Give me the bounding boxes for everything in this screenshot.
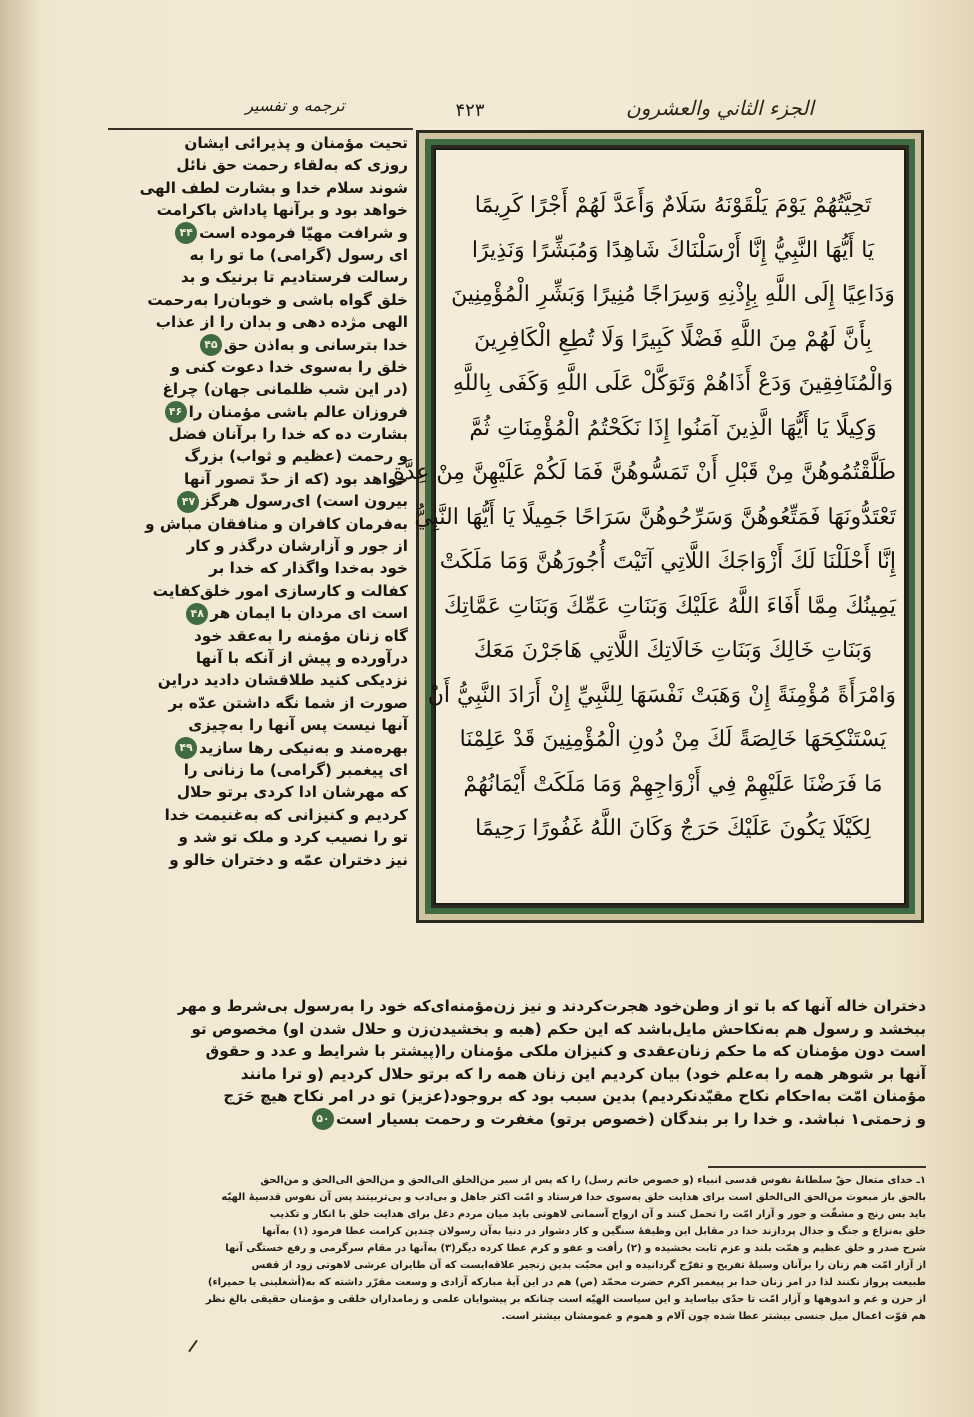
footnote-line: طبیعت پرواز نکنند لذا در امر زنان خدا بر پیغمبر اکرم حضرت محمّد (ص) هم در این آیهٔ مبارکه آزادی و وسعت مقرّر داشته که به(أشغلینی یا حمیراء) (207, 1277, 926, 1288)
quran-line: يَمِينُكَ مِمَّا أَفَاءَ اللَّهُ عَلَيْكَ وَبَنَاتِ عَمِّكَ وَبَنَاتِ عَمَّاتِكَ (443, 593, 896, 619)
quran-text-panel (393, 148, 906, 905)
ayah-number-mark: ۴۷ (177, 491, 199, 513)
quran-line: وَالْمُنَافِقِينَ وَدَعْ أَذَاهُمْ وَتَوَكَّلْ عَلَى اللَّهِ وَكَفَى بِاللَّهِ (452, 371, 894, 396)
pen-mark (188, 1340, 198, 1353)
translation-line: خواهد بود و برآنها پاداش باکرامت (156, 201, 408, 220)
quran-line: طَلَّقْتُمُوهُنَّ مِنْ قَبْلِ أَنْ تَمَسُّوهُنَّ فَمَا لَكُمْ عَلَيْهِنَّ مِنْ عِدَّةٍ (393, 460, 896, 485)
footnote-line: ۱ـ خدای متعال حقّ سلطانهُ نفوس قدسی انبیاء (و خصوص خاتم رسل) را که پس از سیر من‌الخلق الی‌الحق و من‌الحق الی‌الحق و من‌الحق (260, 1175, 926, 1186)
quran-line: وَامْرَأَةً مُؤْمِنَةً إِنْ وَهَبَتْ نَفْسَهَا لِلنَّبِيِّ إِنْ أَرَادَ النَّبِيُّ أَنْ (427, 682, 896, 708)
quran-line: تَعْتَدُّونَهَا فَمَتِّعُوهُنَّ وَسَرِّحُوهُنَّ سَرَاحًا جَمِيلًا يَا أَيُّهَا النَّبِيُّ (414, 504, 896, 530)
translation-line: نیز دختران عمّه و دختران خالو و (169, 850, 408, 869)
translation-line: بیرون است) ای‌رسول هرگز۴۷ (108, 490, 408, 512)
translation-line: بهره‌مند و به‌نیکی رها سازید۴۹ (108, 737, 408, 759)
quran-frame-border (393, 139, 915, 914)
ayah-number-mark: ۴۹ (175, 737, 197, 759)
quran-text (393, 184, 896, 852)
tafsir-header: ترجمه و تفسیر (245, 96, 345, 115)
page-number: ۴۲۳ (455, 100, 485, 121)
footnote-line: بالحق باز مبعوث من‌الحق الی‌الخلق است برای هدایت خلق به‌سوی خدا فرستاد و امّت اکثر جاهل و بی‌ادب و بی‌تربیتند پس آن نفوس قدسیهٔ الهیّه (221, 1192, 926, 1203)
translation-line: از جور و آزارشان درگذر و کار (186, 537, 408, 556)
translation-line: گاه زنان مؤمنه را به‌عقد خود (194, 626, 408, 645)
translation-line: ای پیغمبر (گرامی) ما زنانی را (183, 760, 408, 779)
translation-line: صورت از شما نگه داشتن عدّه بر (168, 693, 408, 712)
ayah-number-mark: ۴۵ (200, 334, 222, 356)
quran-line: وَبَنَاتِ خَالِكَ وَبَنَاتِ خَالَاتِكَ اللَّاتِي هَاجَرْنَ مَعَكَ (473, 638, 873, 663)
translation-line: تو را نصیب کرد و ملک تو شد و (178, 828, 408, 847)
translation-line: آنها بر شوهر همه را به‌علم خود) بیان کردیم این زنان همه را که برتو حلال کردیم (و ترا مانند (240, 1064, 926, 1083)
translation-line: (در این شب ظلمانی جهان) چراغ (162, 380, 408, 399)
translation-line: درآورده و پیش از آنکه با آنها (195, 648, 408, 667)
ayah-number-mark: ۵۰ (312, 1108, 334, 1130)
footnote-line: خلق به‌نزاع و جنگ و جدال پردازند خدا در مقابل این وظیفهٔ سنگین و کار دشوار در دنیا به‌آن رسولان چندین کرامت عطا فرمود (۱) به‌آنها (262, 1226, 926, 1237)
footnote-line: باید بس رنج و مشقّت و جور و آزار امّت را تحمل کنند و آن ارواح آسمانی لاهوتی باید میان مردم دغل برای هدایت خلق با انکار و تکذیب (269, 1209, 926, 1220)
ayah-number-mark: ۴۴ (175, 222, 197, 244)
quran-line: لِكَيْلَا يَكُونَ عَلَيْكَ حَرَجٌ وَكَانَ اللَّهُ غَفُورًا رَحِيمًا (475, 816, 871, 841)
translation-line: و شرافت مهیّا فرموده است۴۴ (108, 222, 408, 244)
translation-line: فروزان عالم باشی مؤمنان را۴۶ (108, 401, 408, 423)
footnote-line: از حزن و غم و اندوهها و آزار امّت تا حدّی بیاساید و این سیاست الهیّه است چنانکه بر پیشوایان علمی و زمامداران خلقی و مؤمنان حقیقی بالغ نظر (205, 1294, 926, 1305)
quran-frame (393, 130, 924, 923)
ayah-number-mark: ۴۸ (186, 603, 208, 625)
footnote-line: شرح صدر و خلق عظیم و همّت بلند و عزم ثابت بخشیده و (۲) رأفت و عفو و کرم عطا کرده دیگر(۳) به‌آنها در مقام سرگرمی و رفع خستگی آنها (225, 1243, 926, 1254)
footnote (108, 1172, 926, 1325)
translation-line: خود به‌خدا واگذار که خدا بر (209, 559, 408, 578)
translation-line: است دون مؤمنان که ما حکم زنان‌عقدی و کنیزان ملکی مؤمنان را(پیشتر با شرایط و عدد و حقوق (205, 1042, 926, 1061)
translation-line: آنها نیست پس آنها را به‌چیزی (188, 716, 408, 735)
translation-continuation (108, 995, 926, 1131)
translation-line: دختران خاله آنها که با تو از وطن‌خود هجرت‌کردند و نیز زن‌مؤمنه‌ای‌که خود را به‌رسول بی‌شرط و مهر (177, 997, 926, 1015)
quran-line: يَا أَيُّهَا النَّبِيُّ إِنَّا أَرْسَلْنَاكَ شَاهِدًا وَمُبَشِّرًا وَنَذِيرًا (471, 237, 875, 263)
quran-line: بِأَنَّ لَهُمْ مِنَ اللَّهِ فَضْلًا كَبِيرًا وَلَا تُطِعِ الْكَافِرِينَ (474, 326, 872, 352)
translation-line: و زحمتی۱ نباشد. و خدا را بر بندگان (خصوص برتو) مغفرت و رحمت بسیار است۵۰ (108, 1108, 926, 1131)
translation-line: که مهرشان ادا کردی برتو حلال (176, 783, 408, 802)
translation-line: ببخشد و رسول هم به‌نکاحش مایل‌باشد که این حکم (هبه و بخشیدن‌زن و حلال شدن او) مخصوص تو (191, 1019, 926, 1038)
quran-line: وَدَاعِيًا إِلَى اللَّهِ بِإِذْنِهِ وَسِرَاجًا مُنِيرًا وَبَشِّرِ الْمُؤْمِنِينَ (451, 282, 895, 307)
translation-line: الهی مژده دهی و بدان را از عذاب (155, 313, 408, 332)
translation-line: تحیت مؤمنان و پذیرائی ایشان (184, 134, 408, 152)
translation-line: کفالت و کارسازی امور خلق‌کفایت (152, 581, 408, 600)
ayah-number-mark: ۴۶ (165, 401, 187, 423)
footnote-line: هم قوّت اعمال میل جنسی بیشتر عطا شده چون آلام و هموم و غمومشان بیشتر است. (501, 1311, 926, 1322)
translation-line: نزدیکی کنید طلاقشان دادید دراین (157, 671, 408, 690)
translation-line: است ای مردان با ایمان هر۴۸ (108, 602, 408, 624)
page-gutter-shadow (0, 0, 40, 1417)
quran-line: وَكِيلًا يَا أَيُّهَا الَّذِينَ آمَنُوا إِذَا نَكَحْتُمُ الْمُؤْمِنَاتِ ثُمَّ (469, 415, 877, 441)
translation-line: خلق گواه باشی و خوبان‌را به‌رحمت (147, 290, 408, 309)
header-rule (108, 128, 413, 130)
translation-line: به‌فرمان کافران و منافقان مباش و (145, 514, 408, 533)
translation-line: خدا بترسانی و به‌اذن حق۴۵ (108, 334, 408, 356)
translation-line: و رحمت (عظیم و ثواب) بزرگ (184, 447, 408, 466)
quran-line: يَسْتَنْكِحَهَا خَالِصَةً لَكَ مِنْ دُونِ الْمُؤْمِنِينَ قَدْ عَلِمْنَا (459, 727, 887, 752)
translation-line: خلق را به‌سوی خدا دعوت کنی و (170, 357, 408, 376)
translation-line: روزی که به‌لقاء رحمت حق نائل (176, 156, 408, 175)
footnote-line: از آزار امّت هم زنان را برآنان وسیلهٔ تفریح و تفرّج گردانیده و این محبّت بدین زنجیر علاقه‌ایست که آن طایران عرشی لاهوتی زود از قفس (251, 1260, 926, 1271)
footnote-rule (708, 1166, 926, 1168)
quran-line: إِنَّا أَحْلَلْنَا لَكَ أَزْوَاجَكَ اللَّاتِي آتَيْتَ أُجُورَهُنَّ وَمَا مَلَكَتْ (439, 549, 896, 574)
translation-line: رسالت فرستادیم تا برنیک و بد (180, 268, 408, 287)
translation-line: خواهد بود (که از حدّ تصور آنها (184, 469, 408, 488)
translation-line: ای رسول (گرامی) ما تو را به (189, 245, 408, 264)
persian-translation (108, 132, 408, 871)
quran-line: تَحِيَّتُهُمْ يَوْمَ يَلْقَوْنَهُ سَلَامٌ وَأَعَدَّ لَهُمْ أَجْرًا كَرِيمًا (474, 193, 872, 218)
translation-line: مؤمنان امّت به‌احکام نکاح مقیّدنکردیم) بدین سبب بود که بروجود(عزیز) تو در امر نکاح هیچ حَرَج (223, 1087, 926, 1106)
quran-line: مَا فَرَضْنَا عَلَيْهِمْ فِي أَزْوَاجِهِمْ وَمَا مَلَكَتْ أَيْمَانُهُمْ (463, 771, 883, 797)
translation-line: کردیم و کنیزانی که به‌غنیمت خدا (164, 805, 408, 824)
translation-line: بشارت ده که خدا را برآنان فضل (168, 425, 408, 444)
translation-line: شوند سلام خدا و بشارت لطف الهی (139, 178, 408, 197)
juz-header: الجزء الثاني والعشرون (626, 96, 814, 120)
